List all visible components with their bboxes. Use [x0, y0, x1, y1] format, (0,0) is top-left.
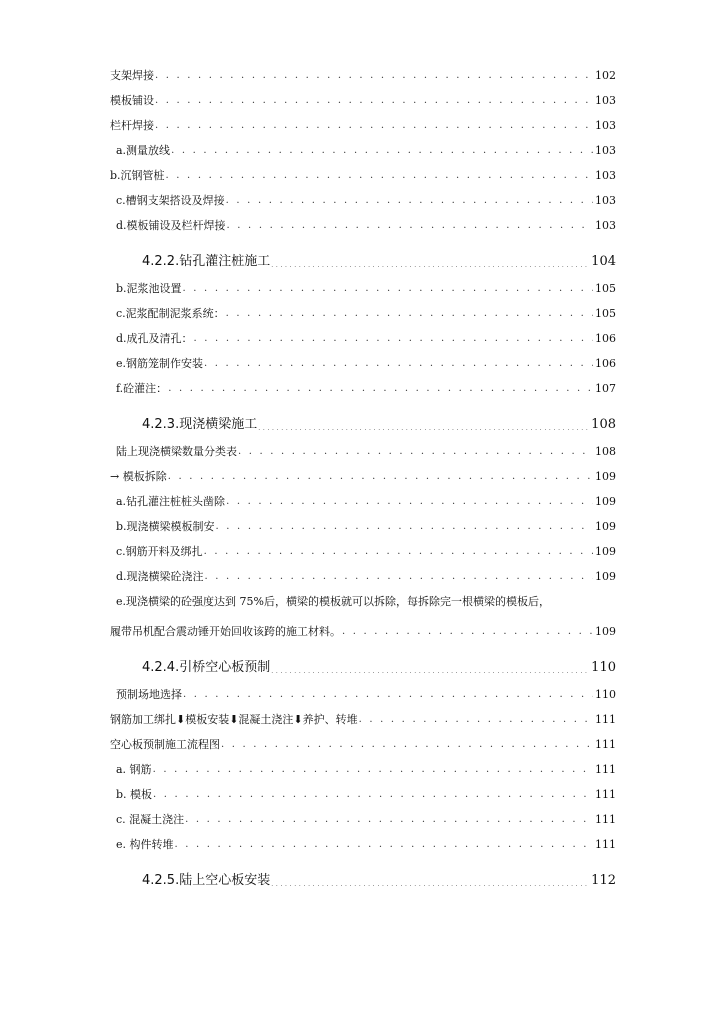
- toc-label: d.模板铺设及栏杆焊接: [116, 219, 226, 232]
- toc-leader: [204, 545, 593, 559]
- toc-heading[interactable]: [110, 852, 616, 890]
- toc-page: 106: [595, 332, 616, 345]
- toc-page: 111: [595, 838, 616, 851]
- toc-label: 履带吊机配合震动锤开始回收该跨的施工材料。: [110, 625, 341, 638]
- toc-leader: [153, 763, 593, 777]
- toc-label: c. 混凝土浇注: [116, 813, 185, 826]
- toc-page: 103: [595, 194, 616, 207]
- toc-page: 109: [595, 495, 616, 508]
- toc-label: e.现浇横梁的砼强度达到 75%后，横梁的模板就可以拆除，每拆除完一根横梁的模板后，: [116, 595, 550, 608]
- toc-entry[interactable]: [110, 752, 616, 777]
- toc-heading[interactable]: [110, 639, 616, 677]
- toc-label: c.槽钢支架搭设及焊接: [116, 194, 225, 207]
- toc-page: 109: [595, 545, 616, 558]
- toc-page: 110: [591, 660, 616, 675]
- toc-entry[interactable]: [110, 534, 616, 559]
- toc-label: b.沉钢管桩: [110, 169, 165, 182]
- toc-label: c.钢筋开料及绑扎: [116, 545, 203, 558]
- toc-entry[interactable]: [110, 677, 616, 702]
- toc-entry[interactable]: [110, 509, 616, 534]
- toc-leader: [226, 307, 593, 321]
- toc-page: 109: [595, 470, 616, 483]
- toc-heading-label: 4.2.2.钻孔灌注桩施工: [142, 254, 271, 269]
- toc-page: 109: [595, 520, 616, 533]
- toc-label: → 模板拆除: [110, 470, 167, 483]
- toc-label: 空心板预制施工流程图: [110, 738, 220, 751]
- toc-entry[interactable]: [110, 183, 616, 208]
- toc-page: 109: [595, 625, 616, 638]
- toc-entry[interactable]: [110, 484, 616, 509]
- toc-leader: [166, 169, 593, 183]
- toc-leader: [238, 445, 593, 459]
- toc-entry[interactable]: [110, 133, 616, 158]
- toc-page: 102: [595, 69, 616, 82]
- toc-entry[interactable]: [110, 158, 616, 183]
- toc-entry[interactable]: [110, 827, 616, 852]
- toc-heading[interactable]: [110, 233, 616, 271]
- toc-entry[interactable]: [110, 108, 616, 133]
- toc-label: 钢筋加工绑扎⬇模板安装⬇混凝土浇注⬇养护、转堆: [110, 713, 358, 726]
- toc-entry[interactable]: [110, 321, 616, 346]
- toc-leader: [271, 667, 589, 677]
- toc-leader: [258, 424, 589, 434]
- toc-page: 111: [595, 813, 616, 826]
- toc-entry-multiline-first[interactable]: [110, 584, 616, 609]
- toc-entry[interactable]: [110, 83, 616, 108]
- toc-entry[interactable]: [110, 58, 616, 83]
- toc-leader: [271, 261, 589, 271]
- toc-page: 109: [595, 570, 616, 583]
- toc-page: 111: [595, 713, 616, 726]
- toc-heading[interactable]: [110, 396, 616, 434]
- toc-leader: [194, 332, 593, 346]
- toc-leader: [216, 520, 593, 534]
- toc-label: b. 模板: [116, 788, 153, 801]
- toc-label: d.成孔及清孔：: [116, 332, 193, 345]
- toc-label: 预制场地选择: [116, 688, 182, 701]
- toc-page: 103: [595, 169, 616, 182]
- toc-label: b.泥浆池设置: [116, 282, 182, 295]
- toc-label: e.钢筋笼制作安装: [116, 357, 204, 370]
- toc-entry[interactable]: [110, 802, 616, 827]
- toc-entry[interactable]: [110, 727, 616, 752]
- toc-leader: [359, 713, 593, 727]
- toc-label: b.现浇横梁模板制安: [116, 520, 215, 533]
- toc-leader: [155, 119, 593, 133]
- toc-page: 112: [591, 873, 616, 888]
- toc-page: 103: [595, 94, 616, 107]
- toc-page: 111: [595, 738, 616, 751]
- toc-leader: [168, 470, 593, 484]
- toc-leader: [185, 813, 593, 827]
- toc-label: 陆上现浇横梁数量分类表: [116, 445, 237, 458]
- toc-entry[interactable]: [110, 459, 616, 484]
- toc-leader: [226, 495, 593, 509]
- toc-label: a. 钢筋: [116, 763, 152, 776]
- toc-heading-label: 4.2.5.陆上空心板安装: [142, 873, 271, 888]
- toc-entry[interactable]: [110, 434, 616, 459]
- toc-entry[interactable]: [110, 371, 616, 396]
- toc-page: 108: [595, 445, 616, 458]
- toc-label: f.砼灌注：: [116, 382, 168, 395]
- toc-leader: [168, 382, 593, 396]
- toc-page: 104: [591, 254, 616, 269]
- toc-page: 111: [595, 788, 616, 801]
- toc-label: a.测量放线: [116, 144, 171, 157]
- toc-leader: [205, 570, 593, 584]
- toc-page: 105: [595, 307, 616, 320]
- toc-label: c.泥浆配制泥浆系统：: [116, 307, 225, 320]
- toc-page: 107: [595, 382, 616, 395]
- toc-page: 106: [595, 357, 616, 370]
- toc-page: 103: [595, 219, 616, 232]
- toc-label: a.钻孔灌注桩桩头凿除: [116, 495, 226, 508]
- toc-entry[interactable]: [110, 559, 616, 584]
- toc-page: 108: [591, 417, 616, 432]
- toc-entry-multiline-continuation[interactable]: [110, 609, 616, 639]
- toc-label: e. 构件转堆: [116, 838, 174, 851]
- toc-leader: [183, 282, 593, 296]
- toc-leader: [155, 94, 593, 108]
- toc-entry[interactable]: [110, 296, 616, 321]
- toc-entry[interactable]: [110, 271, 616, 296]
- toc-entry[interactable]: [110, 702, 616, 727]
- toc-heading-label: 4.2.4.引桥空心板预制: [142, 660, 271, 675]
- toc-leader: [271, 880, 589, 890]
- table-of-contents: [110, 58, 616, 890]
- toc-page: 110: [595, 688, 616, 701]
- toc-label: 支架焊接: [110, 69, 154, 82]
- toc-leader: [342, 625, 593, 639]
- toc-page: 103: [595, 144, 616, 157]
- toc-leader: [226, 194, 593, 208]
- toc-leader: [155, 69, 593, 83]
- toc-label: 模板铺设: [110, 94, 154, 107]
- toc-leader: [153, 788, 593, 802]
- toc-leader: [221, 738, 593, 752]
- toc-label: 栏杆焊接: [110, 119, 154, 132]
- toc-page: 103: [595, 119, 616, 132]
- toc-page: 111: [595, 763, 616, 776]
- toc-heading-label: 4.2.3.现浇横梁施工: [142, 417, 258, 432]
- toc-entry[interactable]: [110, 777, 616, 802]
- toc-leader: [204, 357, 593, 371]
- toc-leader: [171, 144, 593, 158]
- toc-page: 105: [595, 282, 616, 295]
- toc-entry[interactable]: [110, 208, 616, 233]
- toc-entry[interactable]: [110, 346, 616, 371]
- toc-leader: [183, 688, 593, 702]
- toc-leader: [227, 219, 593, 233]
- toc-label: d.现浇横梁砼浇注: [116, 570, 204, 583]
- toc-leader: [175, 838, 593, 852]
